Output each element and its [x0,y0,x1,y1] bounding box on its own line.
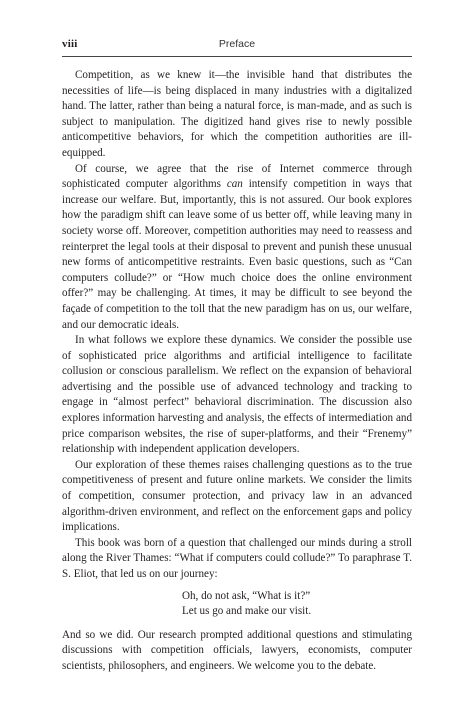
paragraph-3: In what follows we explore these dynamics. We consider the possible use of sophisticated price algorithms and artificial intelligence to facilitate collusion or conscious parallelism. We reflect on the expansion of behavioral advertising and the possible use of advanced technology and tracking to engage in “almost perfect” behavioral discrimination. The discussion also explores information harvesting and analysis, the effects of intermediation and price comparison websites, the rise of super-platforms, and their “Frenemy” relationship with independent application developers. [62,334,412,456]
paragraph-2 [62,162,412,334]
paragraph-1: Competition, as we knew it—the invisible hand that distributes the necessities of life—is being displaced in many industries with a digitalized hand. The latter, rather than being a natural force, is man-made, and as such is subject to manipulation. The digitized hand gives rise to newly possible anticompetitive behaviors, for which the competition authorities are ill-equipped. [62,69,412,159]
quote-line-1: Oh, do not ask, “What is it?” [182,589,311,602]
eliot-quote [62,589,412,620]
page-header [62,38,412,54]
running-head: Preface [218,38,256,50]
paragraph-2-rest: intensify competition in ways that increase our welfare. But, importantly, this is not assured. Our book explores how the paradigm shift can leave some of us better off, while leaving many in society worse off. Moreover, competition authorities may need to reassess and reinterpret the legal tools at their disposal to prevent and punish these unusual new forms of anticompetitive restraints. Even basic questions, such as “Can computers collude?” or “How much choice does the online environment offer?” may be challenging. At times, it may be difficult to see beyond the façade of competition to the toll that the new paradigm has on us, our welfare, and our democratic ideals. [62,178,412,331]
header-rule [62,56,412,57]
paragraph-4: Our exploration of these themes raises challenging questions as to the true competitiveness of present and future online markets. We consider the limits of competition, consumer protection, and privacy law in an advanced algorithm-driven environment, and reflect on the enforcement gaps and policy implications. [62,458,412,534]
paragraph-6: And so we did. Our research prompted additional questions and stimulating discussions with competition officials, lawyers, economists, computer scientists, philosophers, and engineers. We welcome you to the debate. [62,628,412,672]
emphasis-can: can [226,178,243,191]
paragraph-2-start: Of course, we agree that the rise of Internet commerce through sophisticated computer algorithms [62,162,412,191]
preface-body [62,68,412,675]
paragraph-5: This book was born of a question that challenged our minds during a stroll along the River Thames: “What if computers could collude?” To paraphrase T. S. Eliot, that led us on our journey: [62,536,412,580]
quote-line-2: Let us go and make our visit. [182,605,312,618]
page-number: viii [62,38,78,50]
